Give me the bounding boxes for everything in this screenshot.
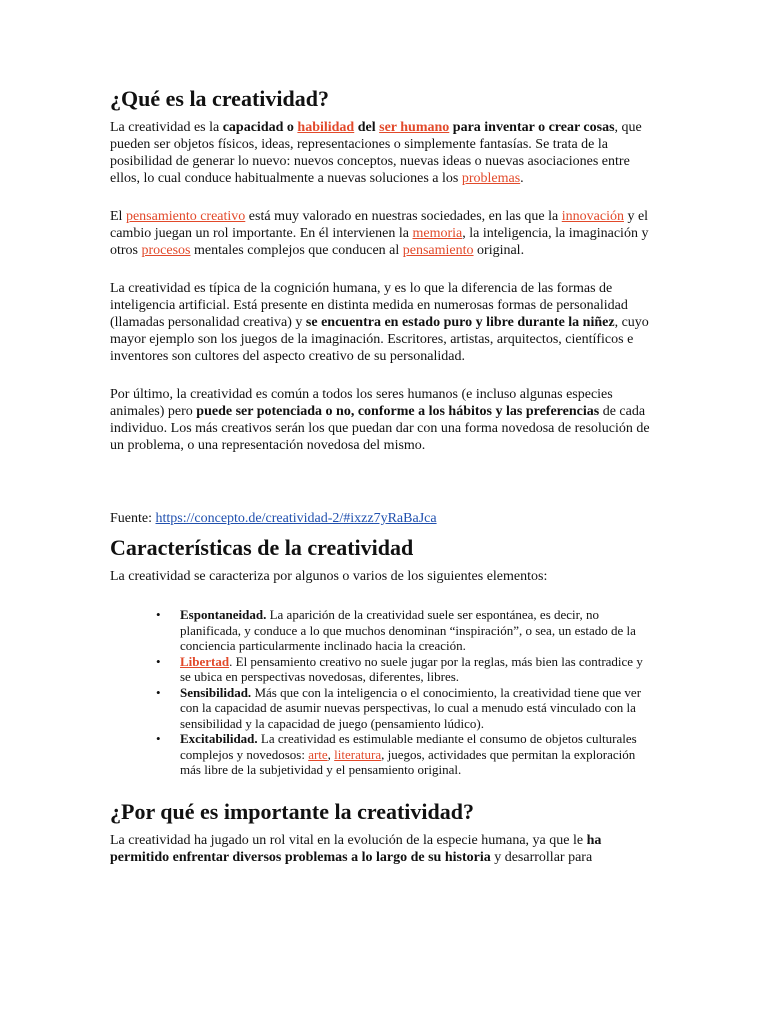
link-procesos[interactable]: procesos [141, 243, 191, 258]
link-innovacion[interactable]: innovación [561, 209, 624, 224]
link-memoria[interactable]: memoria [412, 226, 463, 241]
text: , que pueden ser objetos físicos, ideas, representaciones o simplemente fantasías. Se trata de la posibilidad de generar lo nuevo: nuevos conceptos, nuevas ideas o nuevas asociaciones entre ellos, lo cual conduce habitualmente a nuevas soluciones a los [110, 120, 642, 186]
text: original. [473, 243, 525, 258]
list-item [110, 731, 655, 778]
paragraph-4 [110, 386, 655, 454]
paragraph-2 [110, 208, 655, 259]
text: La creatividad es típica de la cognición humana, y es lo que la diferencia de las formas de inteligencia artificial. Está presente en distinta medida en numerosas formas de personalidad (llamadas personalidad creativa) y [110, 281, 628, 330]
paragraph-3 [110, 280, 655, 365]
list-text: Más que con la inteligencia o el conocimiento, la creatividad tiene que ver con la capacidad de asumir nuevas perspectivas, lo cual a menudo está vinculado con la sensibilidad y la capacidad de juego (pensamiento lúdico). [180, 684, 642, 731]
list-text: , [327, 746, 335, 762]
list-term: Sensibilidad. [180, 684, 252, 700]
caracteristicas-list [110, 607, 655, 778]
link-habilidad[interactable]: habilidad [297, 120, 355, 135]
text: Por último, la creatividad es común a todos los seres humanos (e incluso algunas especies animales) pero [110, 387, 613, 419]
text: La creatividad es la [110, 120, 223, 135]
text: El [110, 209, 126, 224]
heading-por-que-importante: ¿Por qué es importante la creatividad? [110, 798, 474, 824]
text: . [520, 171, 524, 186]
link-literatura[interactable]: literatura [334, 746, 382, 762]
paragraph-1 [110, 119, 655, 187]
link-pensamiento[interactable]: pensamiento [402, 243, 474, 258]
text: , cuyo mayor ejemplo son los juegos de la imaginación. Escritores, artistas, arquitectos, científicos e inventores son cultores del aspecto creativo de su personalidad. [110, 315, 649, 364]
bold-text: se encuentra en estado puro y libre durante la niñez [305, 315, 615, 330]
link-problemas[interactable]: problemas [461, 171, 521, 186]
link-ser-humano[interactable]: ser humano [379, 120, 450, 135]
link-pensamiento-creativo[interactable]: pensamiento creativo [125, 209, 246, 224]
source-line [110, 510, 655, 527]
text: y desarrollar para [490, 849, 593, 865]
heading-caracteristicas: Características de la creatividad [110, 535, 414, 560]
list-term: Excitabilidad. [180, 731, 258, 746]
source-label: Fuente: [110, 511, 156, 526]
bold-text: capacidad o [222, 120, 298, 135]
bold-text: ha permitido enfrentar diversos problemas a lo largo de su historia [110, 832, 602, 865]
list-text: La creatividad es estimulable mediante el consumo de objetos culturales complejos y novedosos: [180, 731, 637, 762]
heading-que-es-creatividad: ¿Qué es la creatividad? [110, 86, 329, 111]
source-url-link[interactable]: https://concepto.de/creatividad-2/#ixzz7yRaBaJca [155, 511, 437, 526]
list-item [110, 685, 655, 732]
list-text: La aparición de la creatividad suele ser espontánea, es decir, no planificada, y conduce a lo que muchos denominan “inspiración”, o sea, un estado de la conciencia particularmente inclinado hacia la creación. [180, 607, 636, 653]
list-text: . El pensamiento creativo no suele jugar por la reglas, más bien las contradice y se ubica en perspectivas novedosas, diferentes, libres. [180, 653, 643, 684]
bold-text: para inventar o crear cosas [449, 120, 615, 135]
bold-text: puede ser potenciada o no, conforme a los hábitos y las preferencias [196, 404, 600, 419]
text: está muy valorado en nuestras sociedades, en las que la [245, 209, 562, 224]
list-item [110, 654, 655, 685]
link-libertad[interactable]: Libertad [180, 653, 230, 669]
text: , la inteligencia, la imaginación y otros [110, 226, 649, 258]
text: mentales complejos que conducen al [190, 243, 403, 258]
list-item [110, 607, 655, 654]
bold-text: del [354, 120, 380, 135]
text: y el cambio juegan un rol importante. En él intervienen la [110, 209, 649, 241]
link-arte[interactable]: arte [308, 746, 328, 762]
text: La creatividad ha jugado un rol vital en la evolución de la especie humana, ya que le [110, 832, 587, 848]
list-text: , juegos, actividades que permitan la exploración más libre de la subjetividad y el pensamiento original. [180, 746, 636, 777]
caracteristicas-intro: La creatividad se caracteriza por algunos o varios de los siguientes elementos: [110, 569, 548, 584]
paragraph-importancia [110, 832, 655, 866]
list-term: Espontaneidad. [180, 607, 267, 622]
document-content [110, 86, 655, 866]
text: de cada individuo. Los más creativos serán los que puedan dar con una forma novedosa de resolución de un problema, o una representación novedosa del mismo. [110, 404, 650, 453]
